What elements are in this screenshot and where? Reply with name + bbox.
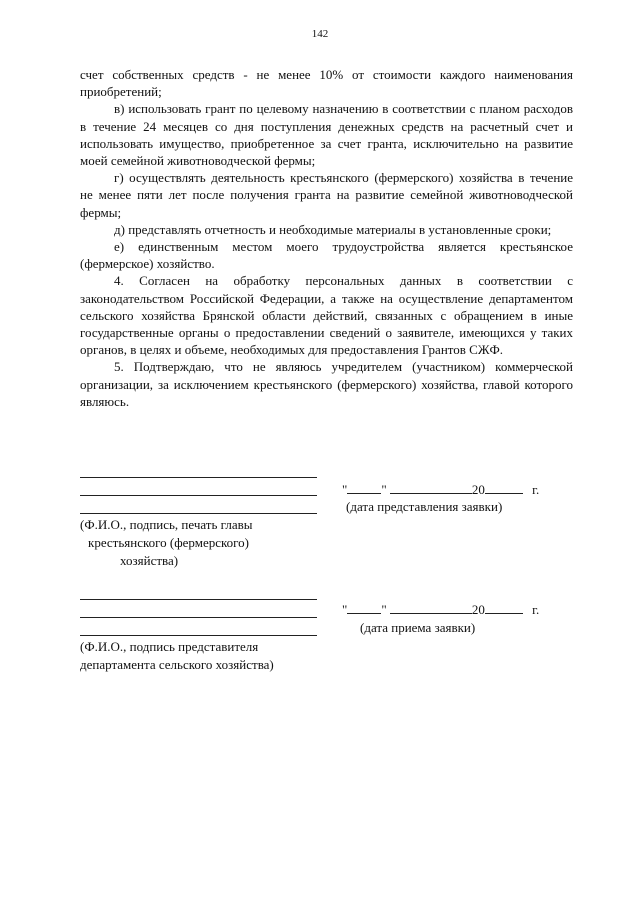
page-number: 142 — [311, 28, 329, 40]
submission-date-line — [342, 481, 539, 498]
year-prefix: 20 — [471, 482, 485, 497]
quote-close: " — [381, 602, 387, 617]
paragraph-4-consent: 4. Согласен на обработку персональных данных в соответствии с законодательством Российской Федерации, а также на осуществление департаментом сельского хозяйства Брянской области действий, связанных с обращением в иные государственные органы о предоставлении сведений о заявителе, имеющихся у таких органов, в целях и объеме, необходимых для предоставления Грантов СЖФ. — [80, 273, 573, 358]
acceptance-date-line — [342, 601, 539, 618]
year-blank — [485, 481, 523, 494]
year-prefix: 20 — [471, 602, 485, 617]
acceptance-date-caption: (дата приема заявки) — [360, 620, 476, 635]
paragraph-5-confirmation: 5. Подтверждаю, что не являюсь учредителем (участником) коммерческой организации, за исключением крестьянского (фермерского) хозяйства, главой которого являюсь. — [80, 359, 573, 409]
year-suffix: г. — [532, 602, 540, 617]
month-blank — [390, 481, 472, 494]
signature-line — [80, 617, 317, 618]
quote-open: " — [342, 602, 348, 617]
caption-line: хозяйства) — [120, 553, 179, 568]
paragraph-item-g: г) осуществлять деятельность крестьянского (фермерского) хозяйства в течение не менее пяти лет после получения гранта на развитие семейной животноводческой фермы; — [80, 170, 573, 220]
paragraph-continuation: счет собственных средств - не менее 10% от стоимости каждого наименования приобретений; — [80, 67, 573, 100]
year-suffix: г. — [532, 482, 540, 497]
signature-caption-head — [80, 516, 252, 570]
paragraph-item-d: д) представлять отчетность и необходимые материалы в установленные сроки; — [114, 221, 552, 237]
signature-line — [80, 495, 317, 496]
day-blank — [347, 481, 381, 494]
submission-date-caption: (дата представления заявки) — [346, 499, 503, 514]
caption-line: (Ф.И.О., подпись, печать главы — [80, 517, 253, 532]
signature-line — [80, 477, 317, 478]
caption-line: (Ф.И.О., подпись представителя — [80, 639, 259, 654]
signature-line — [80, 599, 317, 600]
quote-close: " — [381, 482, 387, 497]
year-blank — [485, 601, 523, 614]
paragraph-item-v: в) использовать грант по целевому назначению в соответствии с планом расходов в течение 24 месяцев со дня поступления денежных средств на расчетный счет и использовать имущество, приобретенное за счет гранта, исключительно на развитие моей семейной животноводческой фермы; — [80, 101, 573, 169]
quote-open: " — [342, 482, 348, 497]
day-blank — [347, 601, 381, 614]
signature-line — [80, 513, 317, 514]
caption-line: крестьянского (фермерского) — [88, 535, 249, 550]
caption-line: департамента сельского хозяйства) — [80, 657, 274, 672]
document-body — [80, 66, 573, 410]
paragraph-item-e: е) единственным местом моего трудоустройства является крестьянское (фермерское) хозяйство. — [80, 239, 573, 272]
signature-line — [80, 635, 317, 636]
signature-caption-representative — [80, 638, 274, 674]
month-blank — [390, 601, 472, 614]
